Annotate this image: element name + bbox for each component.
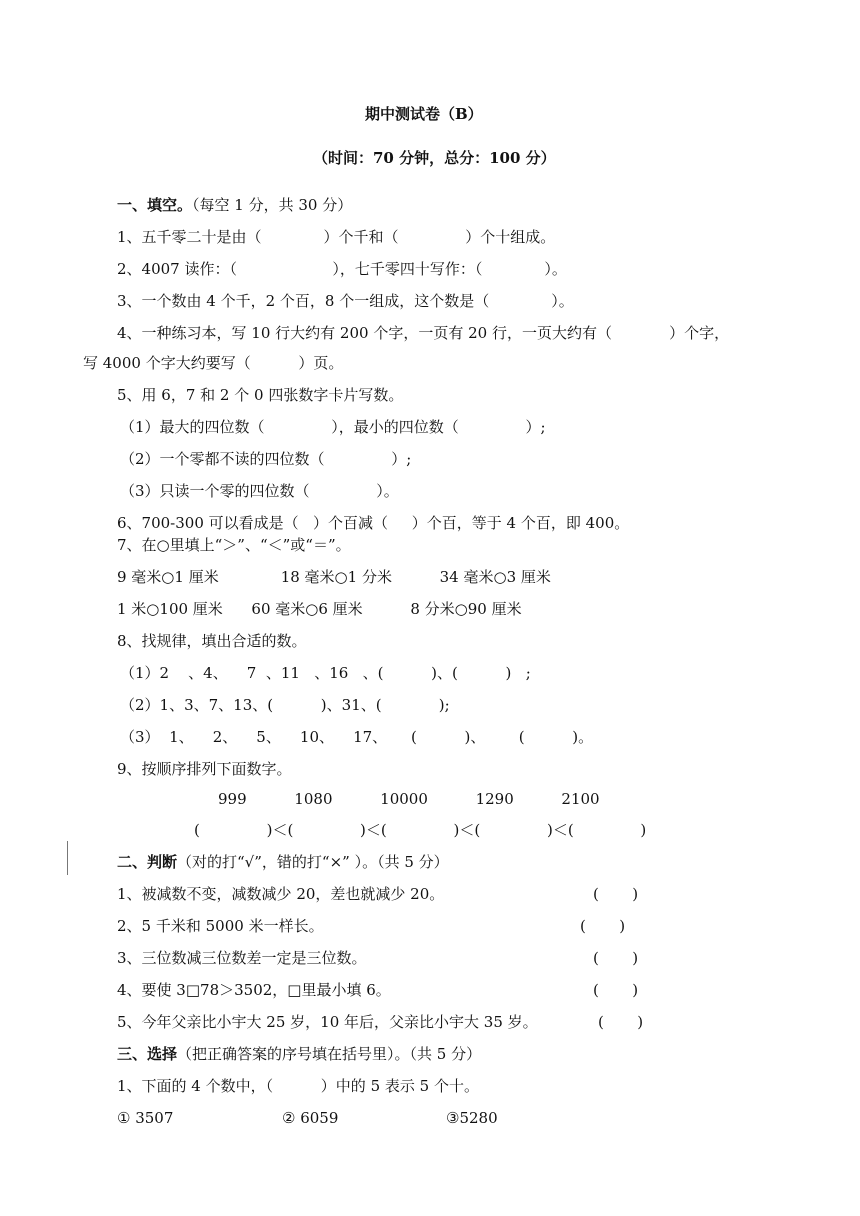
question-1-5-3: （3）只读一个零的四位数（ ）。 <box>120 482 399 500</box>
question-1-8-2: （2）1、3、7、13、( )、31、( ); <box>120 696 450 714</box>
page-subtitle: （时间：70 分钟，总分：100 分） <box>313 149 556 167</box>
question-1-6: 6、700-300 可以看成是（ ）个百减（ ）个百，等于 4 个百，即 400。 <box>117 514 630 532</box>
margin-line <box>67 841 68 875</box>
question-1-8-1: （1）2 、4、 7 、11 、16 、( )、( ) ; <box>120 664 531 682</box>
choice-question-1: 1、下面的 4 个数中，（ ）中的 5 表示 5 个十。 <box>117 1077 479 1095</box>
question-1-9: 9、按顺序排列下面数字。 <box>117 760 292 778</box>
question-1-5-2: （2）一个零都不读的四位数（ ）; <box>120 450 412 468</box>
question-1-7: 7、在○里填上“＞”、“＜”或“＝”。 <box>117 536 351 554</box>
section1-header <box>117 195 352 215</box>
question-1-1: 1、五千零二十是由（ ）个千和（ ）个十组成。 <box>117 228 556 246</box>
question-1-5-1: （1）最大的四位数（ ），最小的四位数（ ）; <box>120 418 546 436</box>
question-1-4a: 4、一种练习本，写 10 行大约有 200 个字，一页有 20 行，一页大约有（ ）个字， <box>117 324 730 342</box>
section3-heading: 三、选择 <box>117 1045 178 1063</box>
choice-option-1: ① 3507 <box>117 1109 174 1127</box>
page-title: 期中测试卷（B） <box>365 105 483 123</box>
judge-blank-1: ( ) <box>593 885 639 903</box>
question-1-8: 8、找规律，填出合适的数。 <box>117 632 307 650</box>
judge-item-5: 5、今年父亲比小宇大 25 岁，10 年后，父亲比小宇大 35 岁。 <box>117 1013 538 1031</box>
section1-note: （每空 1 分，共 30 分） <box>192 196 353 214</box>
question-1-7-row2: 1 米○100 厘米 60 毫米○6 厘米 8 分米○90 厘米 <box>117 600 522 618</box>
section2-header <box>117 852 449 872</box>
question-1-4b: 写 4000 个字大约要写（ ）页。 <box>83 354 344 372</box>
judge-blank-4: ( ) <box>593 981 639 999</box>
choice-option-2: ② 6059 <box>282 1109 339 1127</box>
section3-note: （把正确答案的序号填在括号里）。（共 5 分） <box>177 1045 482 1063</box>
judge-item-2: 2、5 千米和 5000 米一样长。 <box>117 917 324 935</box>
question-1-7-row1: 9 毫米○1 厘米 18 毫米○1 分米 34 毫米○3 厘米 <box>117 568 551 586</box>
section2-note: （对的打“√”，错的打“×” ）。（共 5 分） <box>177 853 449 871</box>
question-1-3: 3、一个数由 4 个千，2 个百，8 个一组成，这个数是（ ）。 <box>117 292 574 310</box>
judge-blank-2: ( ) <box>580 917 626 935</box>
question-1-8-3: （3） 1、 2、 5、 10、 17、 ( )、 ( )。 <box>120 728 594 746</box>
section1-heading: 一、填空。 <box>117 196 193 214</box>
question-1-5: 5、用 6，7 和 2 个 0 四张数字卡片写数。 <box>117 386 404 404</box>
judge-item-4: 4、要使 3□78＞3502，□里最小填 6。 <box>117 981 391 999</box>
judge-item-1: 1、被减数不变，减数减少 20，差也就减少 20。 <box>117 885 445 903</box>
judge-blank-3: ( ) <box>593 949 639 967</box>
section2-heading: 二、判断 <box>117 853 178 871</box>
question-1-9-numbers: 999 1080 10000 1290 2100 <box>218 790 600 808</box>
judge-item-3: 3、三位数减三位数差一定是三位数。 <box>117 949 367 967</box>
choice-option-3: ③5280 <box>446 1109 498 1127</box>
question-1-9-blanks: ( )＜( )＜( )＜( )＜( ) <box>194 821 647 839</box>
judge-blank-5: ( ) <box>598 1013 644 1031</box>
question-1-2: 2、4007 读作：（ ），七千零四十写作：（ ）。 <box>117 260 567 278</box>
section3-header <box>117 1044 481 1064</box>
